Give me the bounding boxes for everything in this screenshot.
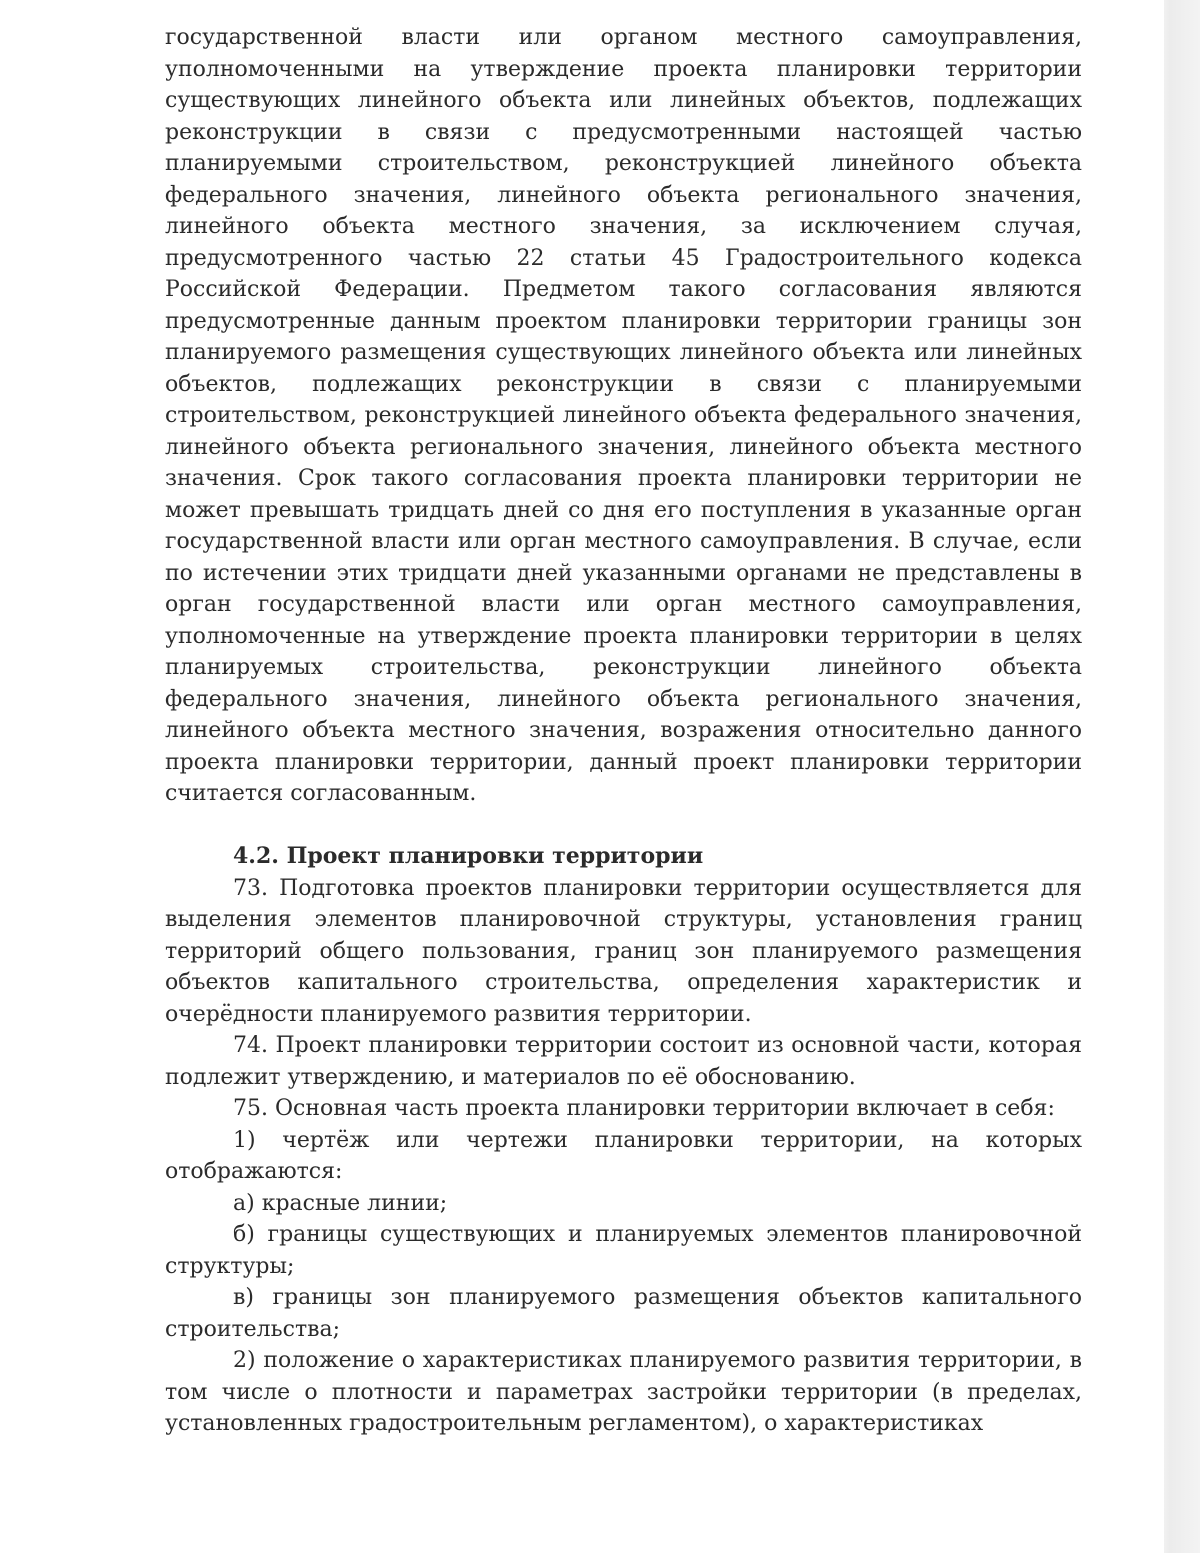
paragraph-73: 73. Подготовка проектов планировки территории осуществляется для выделения элементов планировочной структуры, установления границ территорий общего пользования, границ зон планируемого размещения объектов капитального строительства, определения характеристик и очерёдности планируемого развития территории. — [165, 875, 1082, 1027]
list-item-b: б) границы существующих и планируемых элементов планировочной структуры; — [165, 1222, 1082, 1279]
list-item-a: а) красные линии; — [233, 1190, 448, 1216]
section-heading: 4.2. Проект планировки территории — [233, 843, 704, 869]
continuation-paragraph: государственной власти или органом местного самоуправления, уполномоченными на утверждение проекта планировки территории существующих линейного объекта или линейных объектов, подлежащих реконструкции в связи с предусмотренными настоящей частью планируемыми строительством, реконструкцией линейного объекта федерального значения, линейного объекта регионального значения, линейного объекта местного значения, за исключением случая, предусмотренного частью 22 статьи 45 Градостроительного кодекса Российской Федерации. Предметом такого согласования являются предусмотренные данным проектом планировки территории границы зон планируемого размещения существующих линейного объекта или линейных объектов, подлежащих реконструкции в связи с планируемыми строительством, реконструкцией линейного объекта федерального значения, линейного объекта регионального значения, линейного объекта местного значения. Срок такого согласования проекта планировки территории не может превышать тридцать дней со дня его поступления в указанные орган государственной власти или орган местного самоуправления. В случае, если по истечении этих тридцати дней указанными органами не представлены в орган государственной власти или орган местного самоуправления, уполномоченные на утверждение проекта планировки территории в целях планируемых строительства, реконструкции линейного объекта федерального значения, линейного объекта регионального значения, линейного объекта местного значения, возражения относительно данного проекта планировки территории, данный проект планировки территории считается согласованным. — [165, 25, 1082, 806]
document-page — [165, 22, 1082, 1440]
paragraph-74: 74. Проект планировки территории состоит из основной части, которая подлежит утверждению, и материалов по её обоснованию. — [165, 1033, 1082, 1090]
list-item-1: 1) чертёж или чертежи планировки территории, на которых отображаются: — [165, 1127, 1082, 1184]
scan-edge-shadow — [1164, 0, 1200, 1553]
paragraph-75: 75. Основная часть проекта планировки территории включает в себя: — [233, 1096, 1055, 1121]
list-item-2: 2) положение о характеристиках планируемого развития территории, в том числе о плотности и параметрах застройки территории (в пределах, установленных градостроительным регламентом), о характеристиках — [165, 1348, 1082, 1436]
list-item-v: в) границы зон планируемого размещения объектов капитального строительства; — [165, 1285, 1082, 1342]
